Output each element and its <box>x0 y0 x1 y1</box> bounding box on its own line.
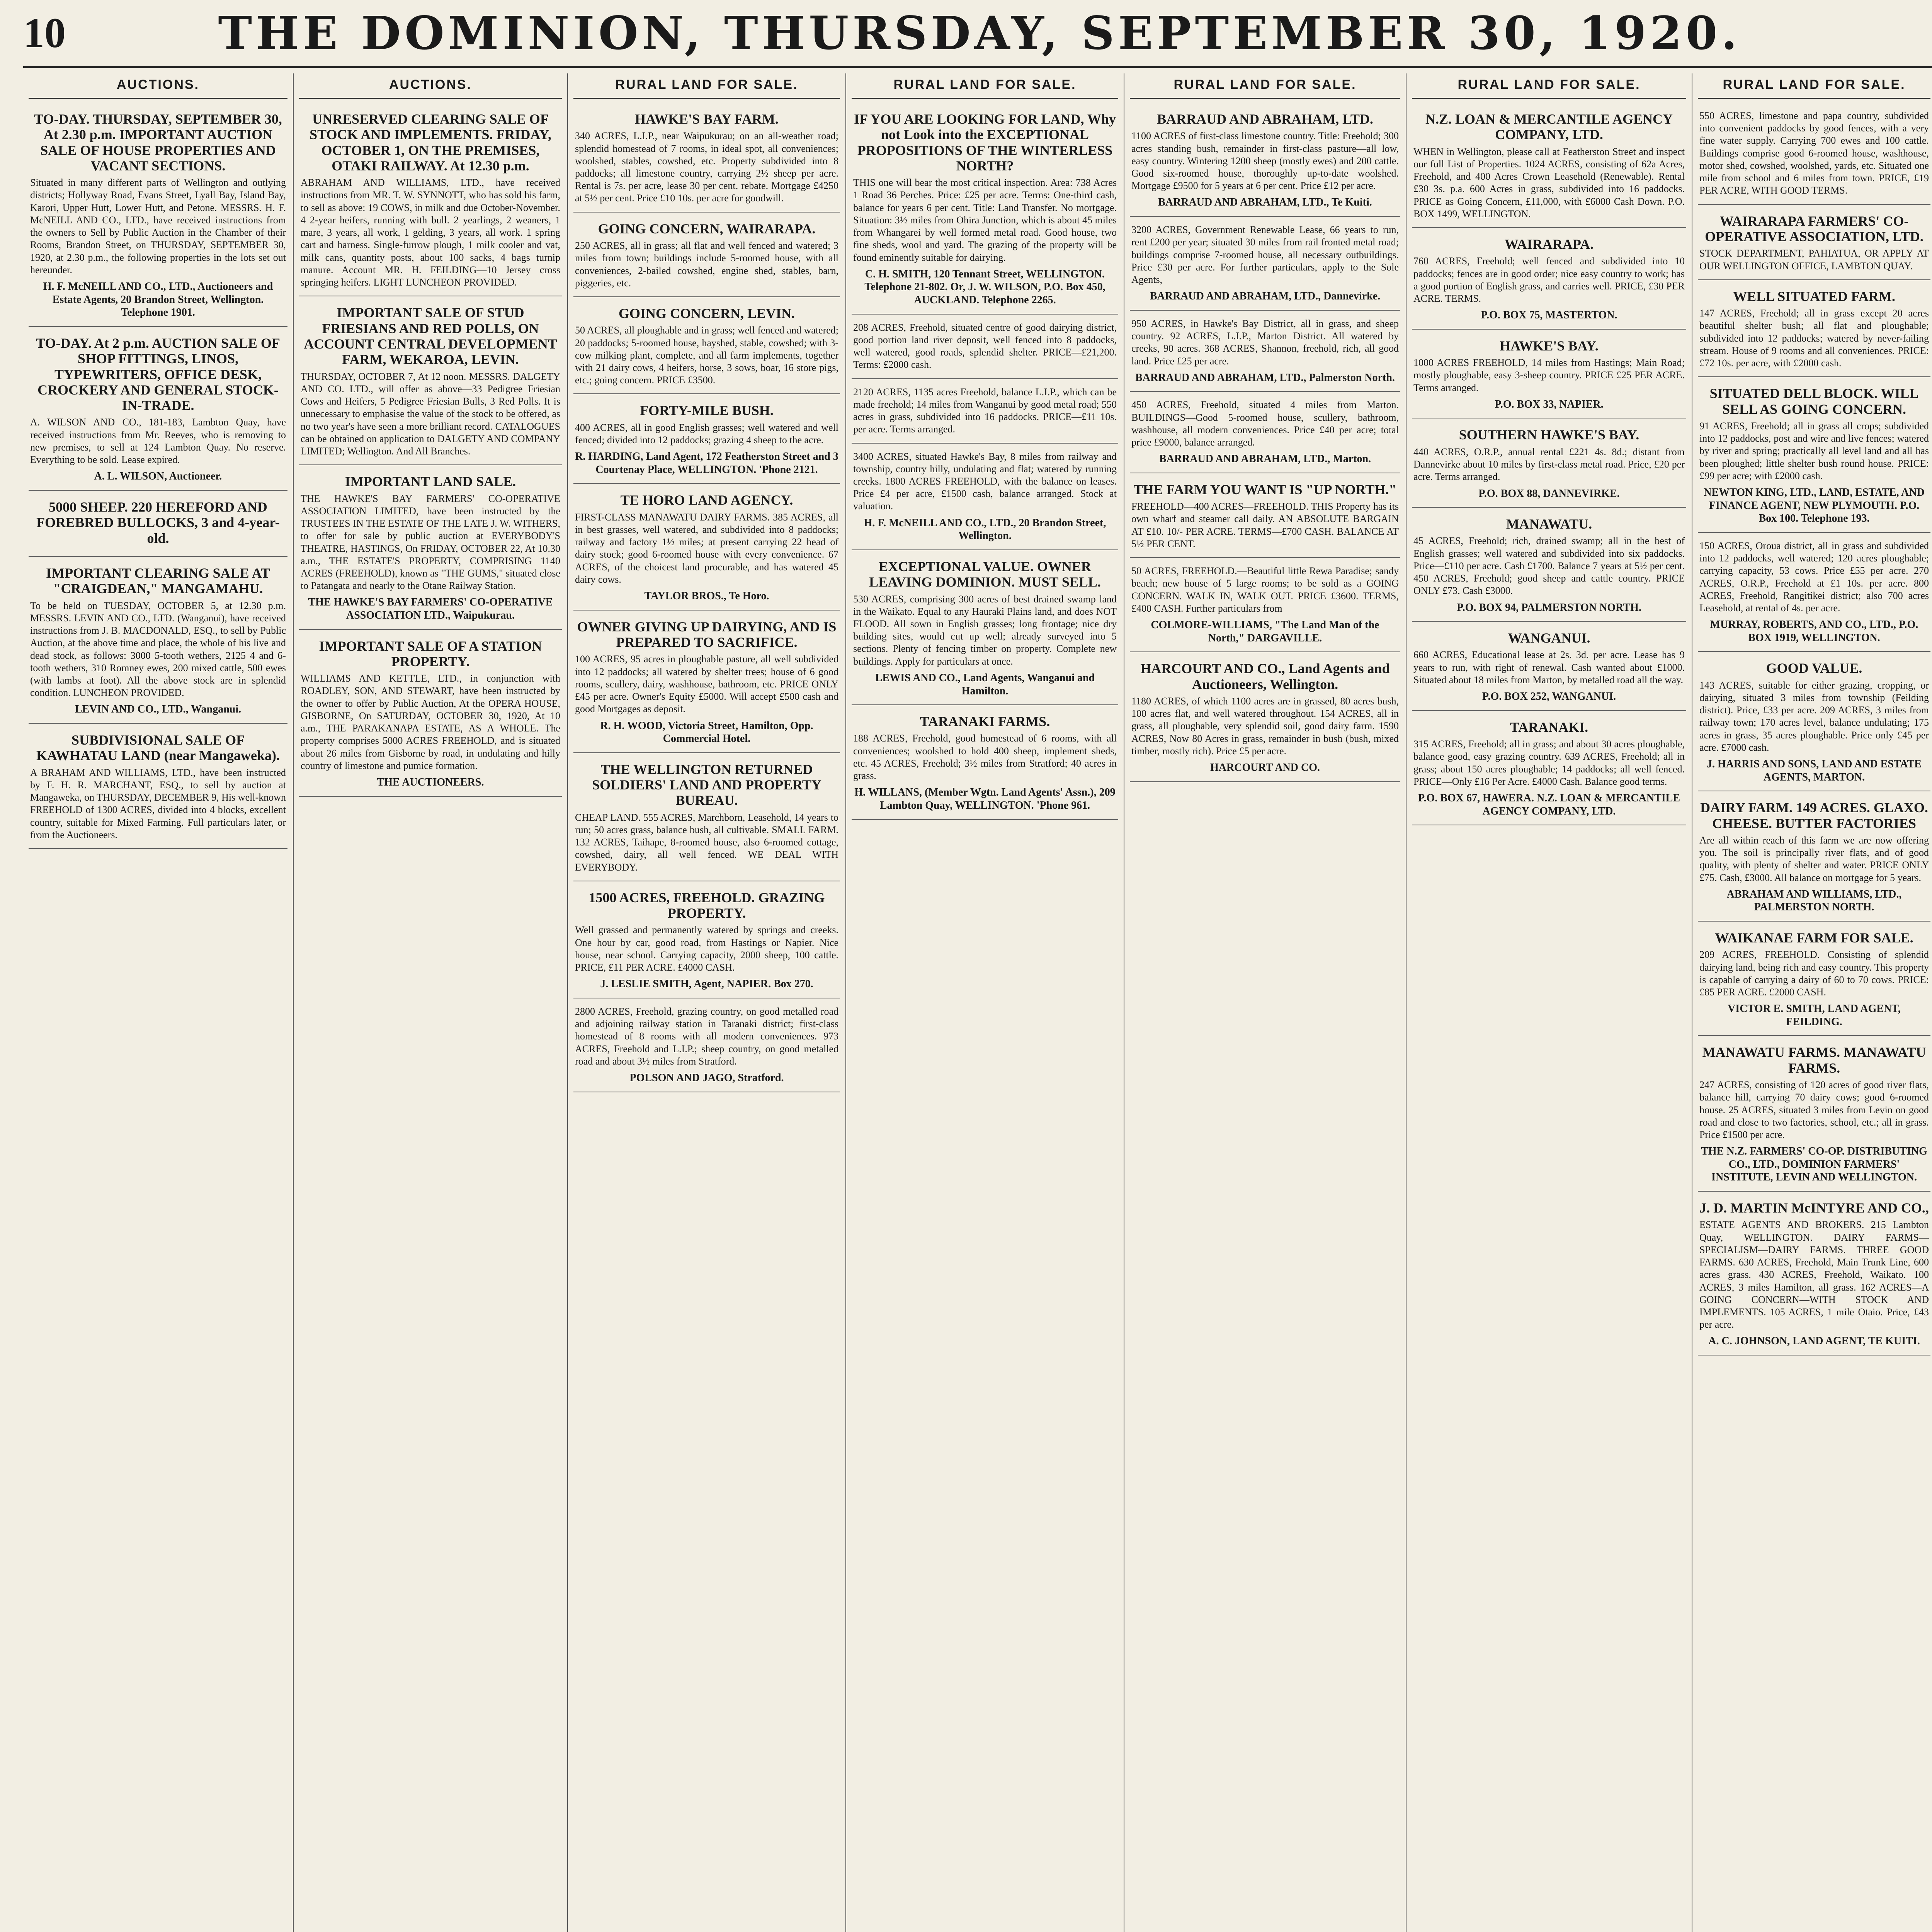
ad-signature: C. H. SMITH, 120 Tennant Street, WELLINGTON. Telephone 21-802. Or, J. W. WILSON, P.O. Box 450, AUCKLAND. Telephone 2265. <box>864 268 1105 306</box>
ad-body-text: 1000 ACRES FREEHOLD, 14 miles from Hastings; Main Road; mostly ploughable, easy 3-sheep country. PRICE £25 PER ACRE. Terms arranged. <box>1413 357 1685 393</box>
ad-signature: R. HARDING, Land Agent, 172 Featherston Street and 3 Courtenay Place, WELLINGTON. 'Phone 2121. <box>575 451 838 476</box>
ad-signature: BARRAUD AND ABRAHAM, LTD., Marton. <box>1159 453 1371 465</box>
column-heading: RURAL LAND FOR SALE. <box>1130 73 1400 99</box>
ad-body-text: Situated in many different parts of Wellington and outlying districts; Hollyway Road, Evans Street, Lyall Bay, Island Bay, Karori, Upper Hutt, Lower Hutt, and Petone. MESSRS. H. F. McNEILL AND CO., LTD., have received instructions from the owners to Sell by Public Auction in the Chamber of their Rooms, Brandon Street, on THURSDAY, SEPTEMBER 30, 1920, at 2.30 p.m., the following properties in the lots set out hereunder. <box>30 177 286 276</box>
ad-body-text: 45 ACRES, Freehold; rich, drained swamp; all in the best of English grasses; well watered and subdivided into six paddocks. Price—£110 per acre. Cash £1700. Balance 7 years at 5½ per cent. 450 ACRES, Freehold; good sheep and cattle country. PRICE ONLY £73. Cash £3000. <box>1413 535 1685 597</box>
classified-ad <box>573 300 840 394</box>
ad-heading: UNRESERVED CLEARING SALE OF STOCK AND IMPLEMENTS. FRIDAY, OCTOBER 1, ON THE PREMISES, OTAKI RAILWAY. At 12.30 p.m. <box>310 111 551 173</box>
ad-heading: HARCOURT AND CO., Land Agents and Auctioneers, Wellington. <box>1140 661 1390 692</box>
classified-ad <box>573 397 840 484</box>
classified-ad <box>1698 536 1930 652</box>
ad-body-text: 3400 ACRES, situated Hawke's Bay, 8 miles from railway and township, country hilly, undulating and flat; watered by running creeks. 1800 ACRES FREEHOLD, with the balance on leases. Price £4 per acre, £1500 cash, balance arranged. Stock at valuation. <box>853 451 1117 512</box>
ad-signature: HARCOURT AND CO. <box>1210 762 1320 774</box>
ad-heading: THE WELLINGTON RETURNED SOLDIERS' LAND AND PROPERTY BUREAU. <box>592 761 821 808</box>
ad-heading: FORTY-MILE BUSH. <box>640 403 774 418</box>
ad-signature: J. HARRIS AND SONS, LAND AND ESTATE AGENTS, MARTON. <box>1707 758 1922 783</box>
ad-signature: BARRAUD AND ABRAHAM, LTD., Dannevirke. <box>1150 290 1381 303</box>
ad-body-text: 760 ACRES, Freehold; well fenced and subdivided into 10 paddocks; fences are in good order; nice easy country to work; has a good portion of English grass, and carries well. PRICE, £30 PER ACRE. TERMS. <box>1413 255 1685 304</box>
ad-body-text: 91 ACRES, Freehold; all in grass all crops; subdivided into 12 paddocks, post and wire and live fences; watered by river and spring; practically all level land and all has been ploughed; little shelter bush round house. PRICE: £99 per acre; with £2000 cash. <box>1699 420 1929 481</box>
ad-heading: SITUATED DELL BLOCK. WILL SELL AS GOING CONCERN. <box>1709 386 1919 417</box>
ad-body-text: 2800 ACRES, Freehold, grazing country, on good metalled road and adjoining railway station in Taranaki district; first-class homestead of 8 rooms with all modern conveniences. 973 ACRES, Freehold and L.I.P.; sheep country, on good metalled road and about 3½ miles from Stratford. <box>575 1005 838 1067</box>
classified-ad <box>573 614 840 753</box>
ad-heading: GOING CONCERN, WAIRARAPA. <box>598 221 816 236</box>
classified-ad <box>1130 314 1400 392</box>
ad-signature: THE N.Z. FARMERS' CO-OP. DISTRIBUTING CO., LTD., DOMINION FARMERS' INSTITUTE, LEVIN AND WELLINGTON. <box>1701 1145 1927 1184</box>
classified-ad <box>299 468 562 629</box>
ad-signature: H. F. McNEILL AND CO., LTD., 20 Brandon Street, Wellington. <box>864 517 1106 542</box>
ad-heading: WAIRARAPA. <box>1504 236 1594 252</box>
ad-heading: SOUTHERN HAWKE'S BAY. <box>1459 427 1639 443</box>
ad-body-text: To be held on TUESDAY, OCTOBER 5, at 12.30 p.m. MESSRS. LEVIN AND CO., LTD. (Wanganui), have received instructions from J. B. MACDONALD, ESQ., to sell by Public Auction, at the above time and place, the whole of his live and dead stock, as follows: 3000 5-tooth wethers, 2125 4 and 6-tooth wethers, 310 Romney ewes, 200 mixed cattle, 500 ewes (with lambs at foot). All the above stock are in splendid condition. LUNCHEON PROVIDED. <box>30 600 286 699</box>
ad-body-text: 1100 ACRES of first-class limestone country. Title: Freehold; 300 acres standing bush, remainder in first-class pasture—all low, easy country. Wintering 1200 sheep (mostly ewes) and 200 cattle. Good six-roomed house, thoroughly up-to-date woolshed. Mortgage £9500 for 5 years at 6 per cent. Price £12 per acre. <box>1131 130 1399 192</box>
ad-signature: VICTOR E. SMITH, LAND AGENT, FEILDING. <box>1728 1003 1901 1028</box>
ad-body-text: A BRAHAM AND WILLIAMS, LTD., have been instructed by F. H. R. MARCHANT, ESQ., to sell by auction at Mangaweka, on THURSDAY, DECEMBER 9, His well-known FREEHOLD of 1300 ACRES, divided into 4 blocks, excellent country, suitable for Mixed Farming. Full particulars later, or from the Auctioneers. <box>30 767 286 840</box>
ad-body-text: 530 ACRES, comprising 300 acres of best drained swamp land in the Waikato. Equal to any Hauraki Plains land, and does NOT FLOOD. All sown in English grasses; long frontage; nice dry building sites, would cut up well; already surveyed into 5 sections. Plenty of fencing timber on property. Complete new buildings. Apply for particulars at once. <box>853 593 1117 667</box>
classified-ad <box>573 1002 840 1092</box>
ad-body-text: 188 ACRES, Freehold, good homestead of 6 rooms, with all conveniences; woolshed to hold 400 sheep, implement sheds, etc. 45 ACRES, Freehold; 3½ miles from Stratford; 40 acres in grass. <box>853 733 1117 782</box>
classified-ad <box>573 756 840 881</box>
ad-signature: A. C. JOHNSON, LAND AGENT, TE KUITI. <box>1708 1335 1920 1347</box>
ad-heading: GOOD VALUE. <box>1766 660 1862 676</box>
column-heading: RURAL LAND FOR SALE. <box>573 73 840 99</box>
ad-heading: HAWKE'S BAY FARM. <box>635 111 779 127</box>
classified-ad <box>852 708 1118 820</box>
classified-ad <box>573 216 840 297</box>
ad-heading: TARANAKI. <box>1510 719 1588 735</box>
ad-body-text: 550 ACRES, limestone and papa country, subdivided into convenient paddocks by good fences, with a very fine water supply. Carrying 700 ewes and 100 cattle. Buildings comprise good 6-roomed house, washhouse, motor shed, cowshed, woolshed, yards, etc. Situated one mile from school and 6 miles from town. PRICE, £19 PER ACRE, WITH GOOD TERMS. <box>1699 110 1929 196</box>
classified-ad <box>1130 476 1400 558</box>
ad-body-text: 3200 ACRES, Government Renewable Lease, 66 years to run, rent £200 per year; situated 30 miles from rail fronted metal road; buildings comprise 7-roomed house, all necessary outbuildings. Price £30 per acre. For further particulars, apply to the Sole Agents, <box>1131 224 1399 286</box>
classified-ad <box>852 447 1118 550</box>
ad-body-text: 150 ACRES, Oroua district, all in grass and subdivided into 12 paddocks, well watered; 120 acres ploughable; carrying capacity, 53 cows. Price £55 per acre. 270 ACRES, O.R.P., Freehold at £1 10s. per acre. 800 ACRES, Freehold, Rangitikei district; also 700 acres Leasehold, at rental of 4s. per acre. <box>1699 540 1929 614</box>
ad-body-text: THIS one will bear the most critical inspection. Area: 738 Acres 1 Road 36 Perches. Price: £25 per acre. Terms: One-third cash, balance for years 6 per cent. Title: Land Transfer. No mortgage. Situation: 3½ miles from Ohira Junction, which is about 45 miles from Whangarei by well formed metal road. Good house, two fine sheds, wool and yard. The grazing of the property will be found eminently suitable for dairying. <box>853 177 1117 263</box>
ad-body-text: FREEHOLD—400 ACRES—FREEHOLD. THIS Property has its own wharf and steamer call daily. AN ABSOLUTE BARGAIN AT £10. 10/- PER ACRE. TERMS—£700 CASH. BALANCE AT 5½ PER CENT. <box>1131 501 1399 549</box>
ad-body-text: 440 ACRES, O.R.P., annual rental £221 4s. 8d.; distant from Dannevirke about 10 miles by first-class metal road. Price, £20 per acre. Terms arranged. <box>1413 446 1685 483</box>
ad-heading: IMPORTANT LAND SALE. <box>345 474 516 490</box>
ad-signature: P.O. BOX 94, PALMERSTON NORTH. <box>1457 601 1641 614</box>
ad-body-text: Are all within reach of this farm we are now offering you. The soil is principally river flats, and of good quality, with plenty of shelter and water. PRICE ONLY £75. Cash, £3000. All balance on mortgage for 5 years. <box>1699 834 1929 883</box>
classified-ad <box>1130 106 1400 217</box>
ad-body-text: 660 ACRES, Educational lease at 2s. 3d. per acre. Lease has 9 years to run, with right of renewal. Cash wanted about £1000. Situated about 18 miles from Marton, by metalled road all the way. <box>1413 649 1685 685</box>
ad-heading: WANGANUI. <box>1508 630 1590 646</box>
ad-signature: A. L. WILSON, Auctioneer. <box>94 470 222 483</box>
ad-heading: N.Z. LOAN & MERCANTILE AGENCY COMPANY, LTD. <box>1425 111 1673 143</box>
column-rural-land-1 <box>568 73 846 1932</box>
column-heading: RURAL LAND FOR SALE. <box>1412 73 1686 99</box>
ad-signature: LEVIN AND CO., LTD., Wanganui. <box>75 703 242 716</box>
classified-ad <box>1412 231 1686 330</box>
classified-ad <box>1698 380 1930 533</box>
classified-ad <box>29 106 287 327</box>
ad-body-text: 50 ACRES, FREEHOLD.—Beautiful little Rewa Paradise; sandy beach; new house of 5 large rooms; to be sold as a GOING CONCERN. WALK IN, WALK OUT. PRICE £3600. TERMS, £400 CASH. Further particulars from <box>1131 565 1399 614</box>
ad-body-text: THURSDAY, OCTOBER 7, At 12 noon. MESSRS. DALGETY AND CO. LTD., will offer as above—33 Pedigree Friesian Cows and Heifers, 5 Pedigree Friesian Bulls, 3 Red Polls. It is unnecessary to emphasise the value of the stock to be offered, as no two year's have seen a more brilliant record. CATALOGUES can be obtained on application to DALGETY AND COMPANY LIMITED; Wellington. And All Branches. <box>301 371 560 457</box>
classified-ad <box>1698 794 1930 922</box>
classified-ad <box>29 727 287 849</box>
ad-body-text: ABRAHAM AND WILLIAMS, LTD., have received instructions from MR. T. W. SYNNOTT, who has sold his farm, to sell as above: 19 COWS, in milk and due October-November. 4 2-year heifers, running with bull. 2 yearlings, 2 weaners, 1 mare, 3 years, all work, 1 gelding, 3 years, all work. 1 spring cart and harness. Single-furrow plough, 1 milk cooler and vat, milk cans, quantity posts, about 100 sacks, 4 bags turnip manure. Account MR. H. FEILDING—10 Jersey cross springing heifers. LIGHT LUNCHEON PROVIDED. <box>301 177 560 288</box>
ad-signature: H. F. McNEILL AND CO., LTD., Auctioneers and Estate Agents, 20 Brandon Street, Wellington. Telephone 1901. <box>43 281 273 319</box>
ad-heading: IMPORTANT CLEARING SALE AT "CRAIGDEAN," MANGAMAHU. <box>46 565 270 597</box>
classified-ad <box>1698 925 1930 1036</box>
ad-body-text: CHEAP LAND. 555 ACRES, Marchborn, Leasehold, 14 years to run; 50 acres grass, balance bush, all cultivable. SMALL FARM. 132 ACRES, Taihape, 8-roomed house, also 6-roomed cottage, cowshed, dairy, all well fenced. WE DEAL WITH EVERYBODY. <box>575 811 838 873</box>
classified-ad <box>1698 655 1930 791</box>
ad-body-text: 400 ACRES, all in good English grasses; well watered and well fenced; divided into 12 paddocks; grazing 4 sheep to the acre. <box>575 422 838 446</box>
classified-ad <box>299 106 562 296</box>
ad-heading: WAIKANAE FARM FOR SALE. <box>1715 930 1913 946</box>
column-heading: AUCTIONS. <box>29 73 287 99</box>
ad-heading: TARANAKI FARMS. <box>920 714 1050 730</box>
ad-body-text: 247 ACRES, consisting of 120 acres of good river flats, balance hill, carrying 70 dairy cows; good 6-roomed house. 25 ACRES, situated 3 miles from Levin on good road and close to two factories, school, etc.; all in grass. Price £1500 per acre. <box>1699 1079 1929 1141</box>
classified-ad <box>1130 395 1400 473</box>
column-heading: RURAL LAND FOR SALE. <box>1698 73 1930 99</box>
ad-body-text: 208 ACRES, Freehold, situated centre of good dairying district, good portion land river deposit, well fenced into 8 paddocks, well watered, good roads, splendid shelter. PRICE—£21,200. Terms: £2000 cash. <box>853 321 1117 371</box>
classified-ad <box>852 382 1118 444</box>
ad-signature: P.O. BOX 88, DANNEVIRKE. <box>1478 487 1620 500</box>
ad-body-text: FIRST-CLASS MANAWATU DAIRY FARMS. 385 ACRES, all in best grasses, well watered, and subdivided into 8 paddocks; railway and factory 1½ miles; at present carrying 22 head of dairy stock; good 6-roomed house with every convenience. 67 ACRES, of the choicest land procurable, and has watered 45 dairy cows. <box>575 511 838 585</box>
classified-ad <box>1412 714 1686 825</box>
classified-ad <box>1412 422 1686 508</box>
ad-body-text: Well grassed and permanently watered by springs and creeks. One hour by car, good road, from Hastings or Napier. Nice house, near school. Carrying capacity, 2000 sheep, 100 cattle. PRICE, £11 PER ACRE. £4000 CASH. <box>575 924 838 973</box>
ad-signature: ABRAHAM AND WILLIAMS, LTD., PALMERSTON NORTH. <box>1726 888 1902 913</box>
classified-ad <box>1130 561 1400 652</box>
classified-ad <box>1412 625 1686 711</box>
column-rural-land-2 <box>846 73 1124 1932</box>
ad-signature: P.O. BOX 75, MASTERTON. <box>1481 309 1617 321</box>
page-number: 10 <box>23 9 66 56</box>
ad-body-text: 147 ACRES, Freehold; all in grass except 20 acres beautiful shelter bush; all flat and ploughable; subdivided into 12 paddocks; watered by never-failing stream. House of 9 rooms and all conveniences. PRICE: £72 10s. per acre, with £2000 cash. <box>1699 308 1929 369</box>
ad-signature: P.O. BOX 252, WANGANUI. <box>1482 690 1616 703</box>
ad-body-text: 1180 ACRES, of which 1100 acres are in grassed, 80 acres bush, 100 acres flat, and well watered throughout. 154 ACRES, all in grass, all ploughable, very splendid soil, good dairy farm. 1590 ACRES, Now 80 Acres in grass, remainder in bush (bush, mixed timber, mostly rich). Price £5 per acre. <box>1131 695 1399 757</box>
ad-signature: POLSON AND JAGO, Stratford. <box>629 1072 784 1084</box>
ad-body-text: WILLIAMS AND KETTLE, LTD., in conjunction with ROADLEY, SON, AND STEWART, have been instructed by the owner to offer by Public Auction, At the OPERA HOUSE, GISBORNE, On SATURDAY, OCTOBER 30, 1920, At 10 a.m., THE PARAKANAPA ESTATE, AS A WHOLE. The property comprises 5000 ACRES FREEHOLD, and is situated about 26 miles from Gisborne by road, in undulating and hilly country of limestone and pumice formation. <box>301 673 560 771</box>
ad-heading: MANAWATU FARMS. MANAWATU FARMS. <box>1702 1044 1926 1076</box>
ad-heading: IF YOU ARE LOOKING FOR LAND, Why not Look into the EXCEPTIONAL PROPOSITIONS OF THE WINTERLESS NORTH? <box>854 111 1116 173</box>
masthead <box>23 0 1932 68</box>
classified-ad <box>1698 1195 1930 1355</box>
ad-heading: GOING CONCERN, LEVIN. <box>618 305 795 321</box>
ad-heading: EXCEPTIONAL VALUE. OWNER LEAVING DOMINION. MUST SELL. <box>869 558 1101 590</box>
ad-body-text: 209 ACRES, FREEHOLD. Consisting of splendid dairying land, being rich and easy country. This property is capable of carrying a dairy of 60 to 70 cows. PRICE: £85 PER ACRE. £2000 CASH. <box>1699 949 1929 998</box>
ad-signature: P.O. BOX 33, NAPIER. <box>1495 398 1604 410</box>
classified-ad <box>573 106 840 213</box>
ad-heading: WAIRARAPA FARMERS' CO-OPERATIVE ASSOCIATION, LTD. <box>1705 213 1923 244</box>
classified-ad <box>29 560 287 724</box>
ad-body-text: 340 ACRES, L.I.P., near Waipukurau; on an all-weather road; splendid homestead of 7 rooms, in ideal spot, all conveniences; woolshed, stables, cowshed, etc. Property subdivided into 8 paddocks; all limestone country, carrying 2½ sheep per acre. Rental is 7s. per acre, lease 30 per cent. rebate. Mortgage £4250 at 5½ per cent. Price £10 10s. per acre for goodwill. <box>575 130 838 204</box>
classified-ad <box>1412 511 1686 622</box>
classified-ad <box>573 487 840 610</box>
ad-signature: NEWTON KING, LTD., LAND, ESTATE, AND FINANCE AGENT, NEW PLYMOUTH. P.O. Box 100. Telephone 193. <box>1704 486 1925 525</box>
ad-body-text: 2120 ACRES, 1135 acres Freehold, balance L.I.P., which can be made freehold; 14 miles from Wanganui by good metal road; 550 acres in grass, subdivided into 16 paddocks. PRICE—£11 10s. per acre. Terms arranged. <box>853 386 1117 435</box>
classified-ad <box>1698 1039 1930 1192</box>
ad-body-text: 100 ACRES, 95 acres in ploughable pasture, all well subdivided into 12 paddocks; all watered by shelter trees; house of 6 good rooms, scullery, dairy, washhouse, bathroom, etc. PRICE ONLY £45 per acre. Owner's Equity £5000. Will accept £500 cash and good Mortgages as deposit. <box>575 653 838 715</box>
ad-body-text: WHEN in Wellington, please call at Featherston Street and inspect our full List of Properties. 1024 ACRES, consisting of 62a Acres, Freehold, and 400 Acres Crown Leasehold (Renewable). Rental £30 3s. p.a. 600 Acres in grass, subdivided into 16 paddocks. PRICE as Going Concern, £11,000, with £6000 Cash Down. P.O. BOX 1499, WELLINGTON. <box>1413 146 1685 219</box>
ad-body-text: A. WILSON AND CO., 181-183, Lambton Quay, have received instructions from Mr. Reeves, who is removing to new premises, to sell at 124 Lambton Quay. No reserve. Everything to be sold. Lease expired. <box>30 417 286 466</box>
ad-heading: J. D. MARTIN McINTYRE AND CO., <box>1699 1200 1929 1216</box>
ad-heading: TO-DAY. At 2 p.m. AUCTION SALE OF SHOP FITTINGS, LINOS, TYPEWRITERS, OFFICE DESK, CROCKERY AND GENERAL STOCK-IN-TRADE. <box>36 335 280 413</box>
ad-body-text: 950 ACRES, in Hawke's Bay District, all in grass, and sheep country. 92 ACRES, L.I.P., Marton District. All watered by creeks, 90 acres. 368 ACRES, Shannon, freehold, rich, all good land. Price £25 per acre. <box>1131 318 1399 367</box>
classified-ad <box>1130 655 1400 782</box>
classified-ad <box>852 318 1118 379</box>
ad-heading: SUBDIVISIONAL SALE OF KAWHATAU LAND (near Mangaweka). <box>36 732 280 764</box>
ad-signature: H. WILLANS, (Member Wgtn. Land Agents' Assn.), 209 Lambton Quay, WELLINGTON. 'Phone 961. <box>854 786 1116 811</box>
ad-signature: COLMORE-WILLIAMS, "The Land Man of the North," DARGAVILLE. <box>1151 619 1379 644</box>
ad-heading: 5000 SHEEP. 220 HEREFORD AND FOREBRED BULLOCKS, 3 and 4-year-old. <box>36 499 280 546</box>
classified-ad <box>852 553 1118 705</box>
classified-ad <box>1130 220 1400 311</box>
classified-ad <box>29 330 287 491</box>
ad-heading: TE HORO LAND AGENCY. <box>620 492 793 508</box>
ad-heading: THE FARM YOU WANT IS "UP NORTH." <box>1133 481 1397 497</box>
ad-heading: IMPORTANT SALE OF A STATION PROPERTY. <box>319 638 542 669</box>
ad-signature: J. LESLIE SMITH, Agent, NAPIER. Box 270. <box>600 978 813 990</box>
column-rural-land-4 <box>1406 73 1692 1932</box>
newspaper-title: THE DOMINION, THURSDAY, SEPTEMBER 30, 1920. <box>218 6 1741 60</box>
column-rural-land-3 <box>1124 73 1406 1932</box>
ad-heading: 1500 ACRES, FREEHOLD. GRAZING PROPERTY. <box>588 889 825 921</box>
ad-body-text: 315 ACRES, Freehold; all in grass; and about 30 acres ploughable, balance good, easy grazing country. 639 ACRES, Freehold; all in grass; about 150 acres ploughable; 14 paddocks; all well fenced. PRICE—Only £16 Per Acre. £4000 Cash. Balance good terms. <box>1413 738 1685 787</box>
ad-signature: TAYLOR BROS., Te Horo. <box>644 590 769 602</box>
ad-heading: TO-DAY. THURSDAY, SEPTEMBER 30, At 2.30 p.m. IMPORTANT AUCTION SALE OF HOUSE PROPERTIES AND VACANT SECTIONS. <box>34 111 282 173</box>
ad-heading: BARRAUD AND ABRAHAM, LTD. <box>1157 111 1373 127</box>
column-heading: RURAL LAND FOR SALE. <box>852 73 1118 99</box>
ad-signature: THE AUCTIONEERS. <box>377 776 484 789</box>
ad-heading: WELL SITUATED FARM. <box>1733 288 1895 304</box>
ad-signature: BARRAUD AND ABRAHAM, LTD., Te Kuiti. <box>1158 196 1372 209</box>
classified-ad <box>852 106 1118 315</box>
ad-body-text: 50 ACRES, all ploughable and in grass; well fenced and watered; 20 paddocks; 5-roomed house, hayshed, stable, cowshed; with 3-cow milking plant, complete, and all farm implements, together with 21 dairy cows, 4 heifers, horse, 3 sows, boar, 16 store pigs, etc.; going concern. PRICE £3500. <box>575 325 838 386</box>
column-heading: AUCTIONS. <box>299 73 562 99</box>
ad-body-text: 450 ACRES, Freehold, situated 4 miles from Marton. BUILDINGS—Good 5-roomed house, scullery, bathroom, washhouse, all modern conveniences. Price £40 per acre; total price £9000, balance arranged. <box>1131 399 1399 448</box>
classified-ad <box>1412 106 1686 228</box>
ad-body-text: STOCK DEPARTMENT, PAHIATUA, OR APPLY AT OUR WELLINGTON OFFICE, LAMBTON QUAY. <box>1699 248 1929 272</box>
classified-ad <box>299 633 562 797</box>
classified-ad <box>29 494 287 557</box>
classified-ad <box>1698 106 1930 205</box>
classified-ad <box>1698 208 1930 280</box>
ad-heading: DAIRY FARM. 149 ACRES. GLAXO. CHEESE. BUTTER FACTORIES <box>1700 800 1928 831</box>
ad-heading: MANAWATU. <box>1506 516 1592 532</box>
ad-body-text: THE HAWKE'S BAY FARMERS' CO-OPERATIVE ASSOCIATION LIMITED, have been instructed by the TRUSTEES IN THE ESTATE OF THE LATE J. W. WITHERS, to offer for sale by public auction at EVERYBODY'S THEATRE, HASTINGS, On FRIDAY, OCTOBER 22, At 10.30 a.m., THE ESTATE'S PROPERTY, COMPRISING 1140 ACRES (FREEHOLD), known as "THE GUMS," situated close to Patangata and nearly to the Otane Railway Station. <box>301 493 560 592</box>
classified-ad <box>1698 283 1930 377</box>
classified-ad <box>573 884 840 998</box>
ad-signature: THE HAWKE'S BAY FARMERS' CO-OPERATIVE ASSOCIATION LTD., Waipukurau. <box>308 596 553 622</box>
ad-heading: HAWKE'S BAY. <box>1500 338 1599 354</box>
ad-body-text: 143 ACRES, suitable for either grazing, cropping, or dairying, situated 3 miles from township (Feilding district). Price, £33 per acre. 209 ACRES, 3 miles from railway town; 170 acres level, balance undulating; 175 acres in grass, 35 acres ploughable. Price only £45 per acre. £7000 cash. <box>1699 679 1929 753</box>
classified-ad <box>299 299 562 465</box>
ad-heading: OWNER GIVING UP DAIRYING, AND IS PREPARED TO SACRIFICE. <box>577 619 837 650</box>
column-auctions-1 <box>23 73 294 1932</box>
classified-ad <box>1412 333 1686 419</box>
column-rural-land-5 <box>1692 73 1932 1932</box>
ad-signature: BARRAUD AND ABRAHAM, LTD., Palmerston North. <box>1135 371 1395 384</box>
ad-body-text: ESTATE AGENTS AND BROKERS. 215 Lambton Quay, WELLINGTON. DAIRY FARMS—SPECIALISM—DAIRY FARMS. THREE GOOD FARMS. 630 ACRES, Freehold, Main Trunk Line, 600 acres grass. 430 ACRES, Freehold, Waikato. 100 ACRES, 3 miles Hamilton, all grass. 162 ACRES—A GOING CONCERN—WITH STOCK AND IMPLEMENTS. 105 ACRES, 1 mile Otaio. Price, £43 per acre. <box>1699 1219 1929 1330</box>
ad-body-text: 250 ACRES, all in grass; all flat and well fenced and watered; 3 miles from town; buildings include 5-roomed house, with all conveniences, 2-bailed cowshed, engine shed, stables, barn, piggeries, etc. <box>575 240 838 289</box>
ad-signature: MURRAY, ROBERTS, AND CO., LTD., P.O. BOX 1919, WELLINGTON. <box>1710 619 1918 644</box>
ad-heading: IMPORTANT SALE OF STUD FRIESIANS AND RED POLLS, ON ACCOUNT CENTRAL DEVELOPMENT FARM, WEKAROA, LEVIN. <box>304 305 557 367</box>
column-auctions-2 <box>294 73 568 1932</box>
ad-signature: R. H. WOOD, Victoria Street, Hamilton, Opp. Commercial Hotel. <box>600 719 813 745</box>
ad-signature: LEWIS AND CO., Land Agents, Wanganui and Hamilton. <box>875 672 1095 697</box>
ad-signature: P.O. BOX 67, HAWERA. N.Z. LOAN & MERCANTILE AGENCY COMPANY, LTD. <box>1418 792 1680 817</box>
